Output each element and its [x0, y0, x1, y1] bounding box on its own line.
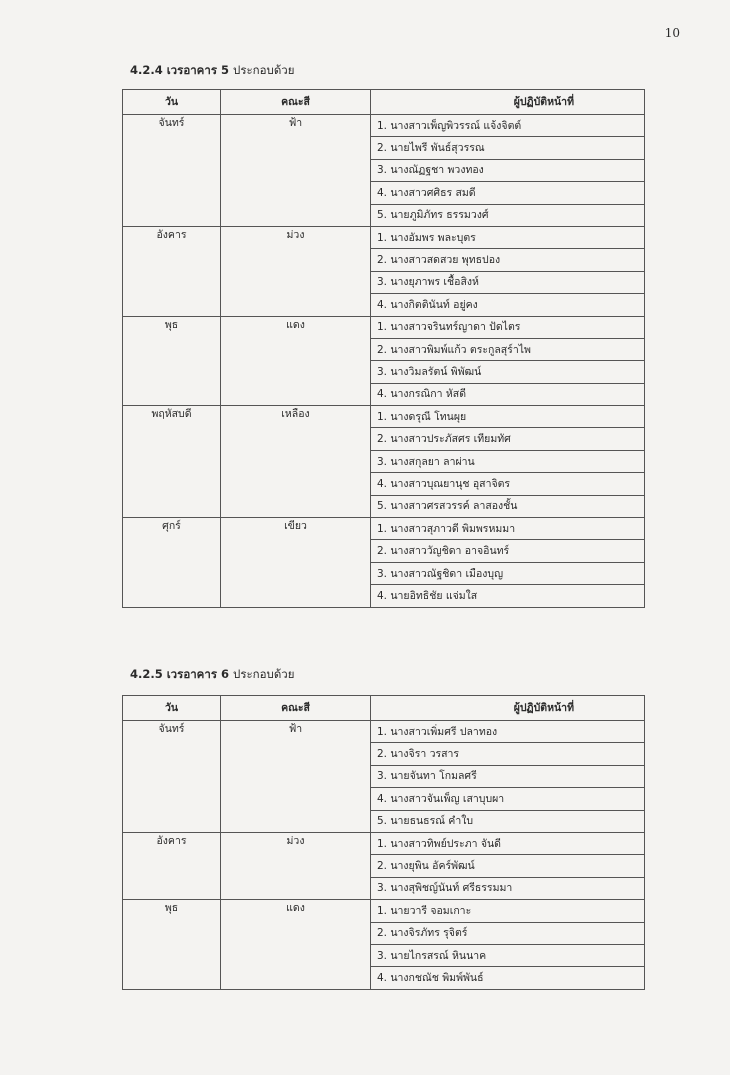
table-row [123, 518, 645, 540]
color-team-cell: ม่วง [221, 226, 371, 316]
header-staff: ผู้ปฏิบัติหน้าที่ [371, 90, 645, 115]
table-row [123, 115, 645, 137]
staff-cell: 2. นายไพรี พันธ์สุวรรณ [371, 137, 645, 159]
header-color-team: คณะสี [221, 90, 371, 115]
duty-table-building-6 [122, 695, 645, 990]
staff-cell: 2. นางจิรา วรสาร [371, 743, 645, 765]
staff-cell: 5. นายภูมิภัทร ธรรมวงศ์ [371, 204, 645, 226]
staff-cell: 1. นางสาวจรินทร์ญาดา ปัดไตร [371, 316, 645, 338]
staff-cell: 4. นางกิตตินันท์ อยู่คง [371, 294, 645, 316]
staff-cell: 5. นายธนธรณ์ คำใบ [371, 810, 645, 832]
table-row [123, 226, 645, 248]
table-row [123, 832, 645, 854]
header-color-team: คณะสี [221, 696, 371, 721]
section-4-2-5-title [130, 666, 295, 684]
staff-cell: 1. นางสาวสุภาวดี พิมพรหมมา [371, 518, 645, 540]
day-cell: อังคาร [123, 226, 221, 316]
duty-table-building-5 [122, 89, 645, 608]
day-cell: พุธ [123, 316, 221, 406]
header-day: วัน [123, 90, 221, 115]
day-cell: จันทร์ [123, 115, 221, 227]
staff-cell: 1. นางสาวเพ็ญพิวรรณ์ แจ้งจิตต์ [371, 115, 645, 137]
color-team-cell: แดง [221, 316, 371, 406]
table-header-row [123, 90, 645, 115]
table-row [123, 721, 645, 743]
color-team-cell: เหลือง [221, 406, 371, 518]
staff-cell: 2. นางยุพิน อัคร์พัฒน์ [371, 855, 645, 877]
section-number: 4.2.5 [130, 667, 163, 681]
day-cell: ศุกร์ [123, 518, 221, 608]
table-header-row [123, 696, 645, 721]
staff-cell: 2. นางจิรภัทร รุจิตร์ [371, 922, 645, 944]
staff-cell: 3. นายไกรสรณ์ หินนาค [371, 944, 645, 966]
header-day: วัน [123, 696, 221, 721]
staff-cell: 1. นางดรุณี โทนผุย [371, 406, 645, 428]
staff-cell: 5. นางสาวศรสวรรค์ ลาสองชั้น [371, 495, 645, 517]
page-number: 10 [664, 26, 680, 40]
day-cell: อังคาร [123, 832, 221, 899]
table-row [123, 406, 645, 428]
day-cell: พุธ [123, 900, 221, 990]
color-team-cell: เขียว [221, 518, 371, 608]
staff-cell: 3. นางวิมลรัตน์ พิพัฒน์ [371, 361, 645, 383]
color-team-cell: ฟ้า [221, 721, 371, 833]
staff-cell: 1. นางอัมพร พละบุตร [371, 226, 645, 248]
staff-cell: 4. นางกรณิกา หัสดี [371, 383, 645, 405]
staff-cell: 1. นายวารี จอมเกาะ [371, 900, 645, 922]
section-heading: เวรอาคาร 6 [166, 667, 230, 681]
staff-cell: 4. นายอิทธิชัย แจ่มใส [371, 585, 645, 607]
section-suffix: ประกอบด้วย [233, 63, 295, 77]
staff-cell: 2. นางสาวพิมพ์แก้ว ตระกูลสุร์าไพ [371, 338, 645, 360]
staff-cell: 3. นางสกุลยา ลาผ่าน [371, 450, 645, 472]
color-team-cell: ม่วง [221, 832, 371, 899]
staff-cell: 2. นางสาวประภัสศร เทียมทัศ [371, 428, 645, 450]
header-staff: ผู้ปฏิบัติหน้าที่ [371, 696, 645, 721]
staff-cell: 3. นางณัฏฐชา พวงทอง [371, 159, 645, 181]
section-number: 4.2.4 [130, 63, 163, 77]
color-team-cell: ฟ้า [221, 115, 371, 227]
color-team-cell: แดง [221, 900, 371, 990]
staff-cell: 1. นางสาวทิพย์ประภา จันดี [371, 832, 645, 854]
staff-cell: 3. นางสาวณัฐชิดา เมืองบุญ [371, 562, 645, 584]
staff-cell: 4. นางสาวจันเพ็ญ เสาบุบผา [371, 788, 645, 810]
staff-cell: 1. นางสาวเพิ่มศรี ปลาทอง [371, 721, 645, 743]
table-row [123, 316, 645, 338]
staff-cell: 4. นางสาวบุณยานุช อุสาจิตร [371, 473, 645, 495]
staff-cell: 4. นางสาวศศิธร สมดี [371, 182, 645, 204]
staff-cell: 2. นางสาวสดสวย พุทธปอง [371, 249, 645, 271]
staff-cell: 3. นายจันทา โกมลศรี [371, 765, 645, 787]
staff-cell: 3. นางยุภาพร เชื้อสิงห์ [371, 271, 645, 293]
section-4-2-4-title [130, 62, 295, 80]
section-suffix: ประกอบด้วย [233, 667, 295, 681]
day-cell: จันทร์ [123, 721, 221, 833]
staff-cell: 3. นางสุพิชญ์นันท์ ศรีธรรมมา [371, 877, 645, 899]
staff-cell: 4. นางกชณัช พิมพ์พันธ์ [371, 967, 645, 989]
staff-cell: 2. นางสาววัญชิดา อาจอินทร์ [371, 540, 645, 562]
day-cell: พฤหัสบดี [123, 406, 221, 518]
section-heading: เวรอาคาร 5 [166, 63, 230, 77]
table-row [123, 900, 645, 922]
